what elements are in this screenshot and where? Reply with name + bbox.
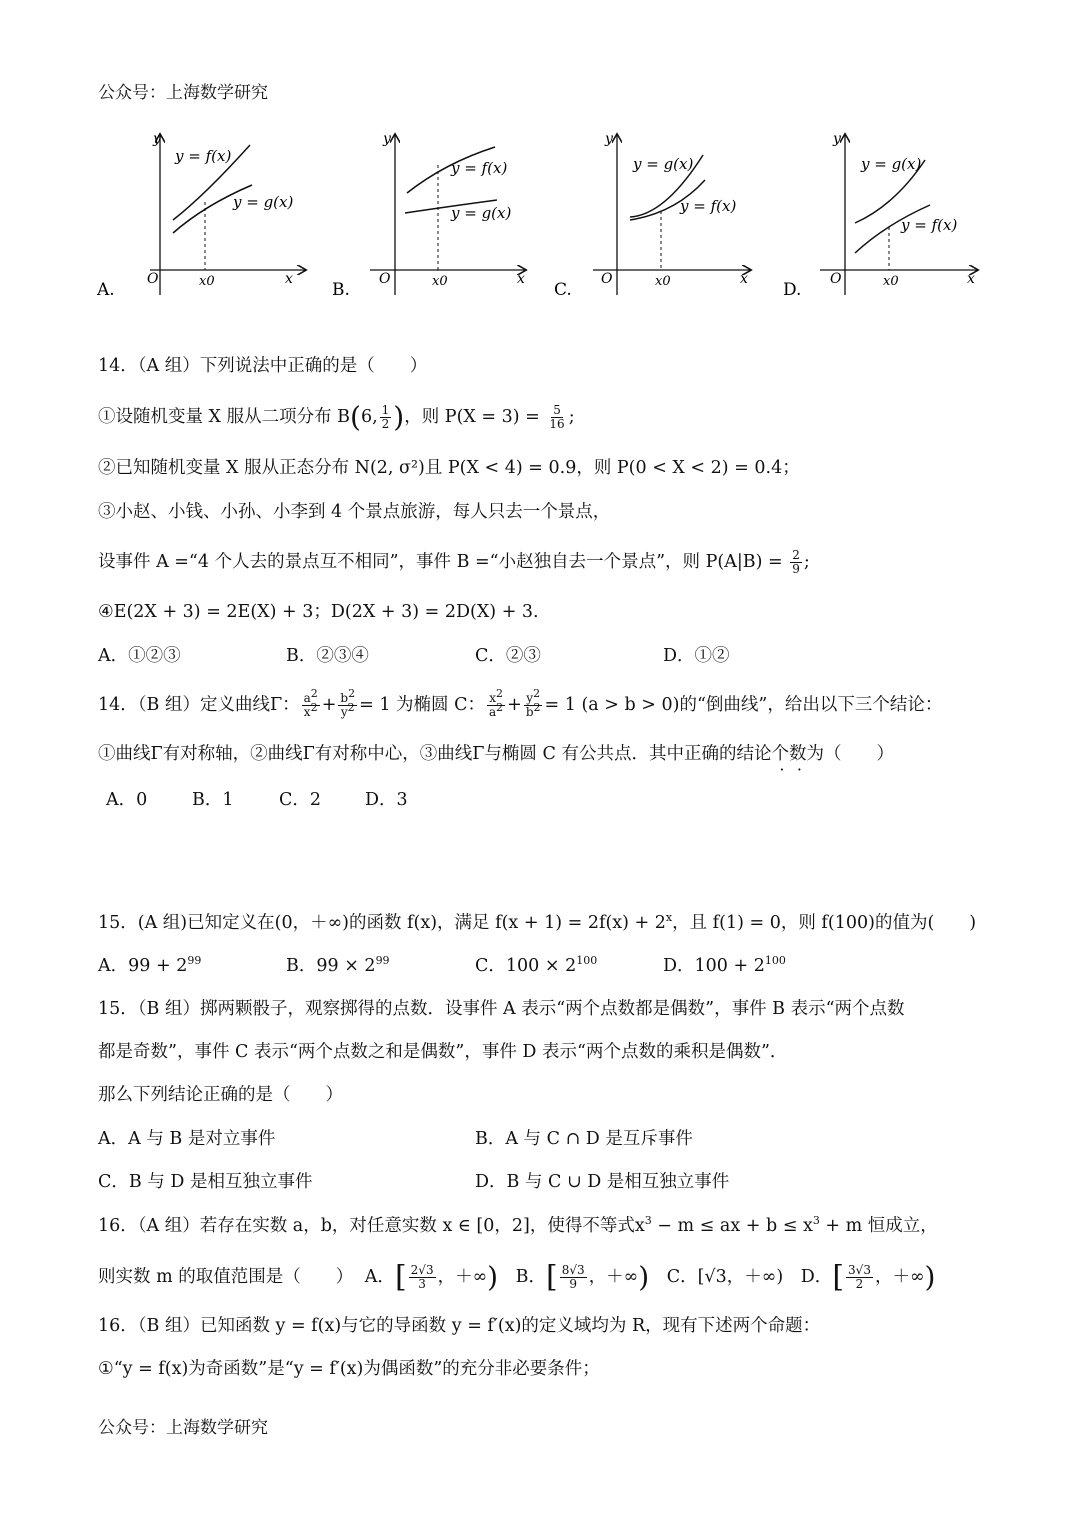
graph-b-f-label: y = f(x) [451, 159, 508, 177]
q14a-option-c: C．②③ [475, 646, 541, 666]
q14b-option-b: B．1 [192, 790, 234, 810]
graph-a-option: A. [97, 280, 115, 300]
q15b-line-2: 都是奇数”，事件 C 表示“两个点数之和是偶数”，事件 D 表示“两个点数的乘积是偶数”． [98, 1042, 788, 1062]
q16a-line-1: 16．（A 组）若存在实数 a，b，对任意实数 x ∈ [0，2]，使得不等式$x^3 - m$ ≤ ax + $b \le x^3 + m$ 恒成立， [98, 1214, 938, 1236]
graph-c-origin: O [601, 271, 613, 287]
q15a-option-d: D．$100 + 2^{100}$ [663, 954, 786, 976]
graph-a [147, 131, 305, 295]
q16a-line-2: 则实数 m 的取值范围是（ ） A．[ $\frac{2√3}{3}$ ，＋∞) B．[ $\frac{8√3}{9}$ ，＋∞) C．[√3，＋∞) D．[ $\frac{3√3}{2}$ ，＋∞) [98, 1259, 936, 1295]
graph-a-f-label: y = f(x) [175, 147, 232, 165]
graph-options [95, 125, 995, 305]
graph-c-option: C. [554, 280, 572, 300]
graph-d-option: D. [783, 280, 802, 300]
graph-b-x0: x0 [432, 274, 448, 289]
q15b-line-1: 15．（B 组）掷两颗骰子，观察掷得的点数．设事件 A 表示“两个点数都是偶数”，事件 B 表示“两个点数 [98, 999, 905, 1019]
graph-b-x-label: x [517, 271, 525, 287]
graph-d-y-label: y [833, 131, 841, 147]
q14a-title: 14．（A 组）下列说法中正确的是（ ） [98, 356, 428, 376]
q14a-option-b: B．②③④ [286, 646, 369, 666]
graph-b-origin: O [379, 271, 391, 287]
q16b-line-1: 16．（B 组）已知函数 y = f(x)与它的导函数 y = f′(x)的定义域均为 R，现有下述两个命题： [98, 1316, 821, 1336]
q16a-option-b: B．[ $\frac{8√3}{9}$ ，＋∞) [515, 1259, 650, 1295]
graph-a-x-label: x [285, 271, 293, 287]
q15b-option-c: C．B 与 D 是相互独立事件 [98, 1172, 313, 1192]
graph-a-g-label: y = g(x) [233, 193, 294, 211]
graph-c-f-label: y = f(x) [680, 197, 737, 215]
page-header: 公众号：上海数学研究 [98, 83, 268, 103]
q14b-line-2: ①曲线Γ有对称轴，②曲线Γ有对称中心，③曲线Γ与椭圆 C 有公共点．其中正确的结论个数为（ ） [98, 744, 894, 764]
graph-b-g-label: y = g(x) [451, 204, 512, 222]
graph-a-x0: x0 [199, 274, 215, 289]
q16a-option-a: A．[ $\frac{2√3}{3}$ ，＋∞) [364, 1259, 499, 1295]
page-footer: 公众号：上海数学研究 [98, 1418, 268, 1438]
q14a-statement-3: ③小赵、小钱、小孙、小李到 4 个景点旅游，每人只去一个景点， [98, 502, 611, 522]
q14a-option-a: A．①②③ [98, 646, 181, 666]
graph-c [593, 131, 750, 295]
q15a-option-c: C．$100 \times 2^{100}$ [475, 954, 598, 976]
graph-a-origin: O [147, 271, 159, 287]
q14b-option-c: C．2 [279, 790, 322, 810]
q14a-statement-2: ②已知随机变量 X 服从正态分布 N(2, σ²)且 P(X < 4) = 0.9，则 P(0 < X < 2) = 0.4； [98, 458, 800, 478]
graph-b [370, 131, 525, 295]
graph-c-x0: x0 [655, 274, 671, 289]
q14b-line-1: 14．（B 组）定义曲线Γ： $\frac{a^2}{x^2}$ + $\frac{b^2}{y^2}$ = 1 为椭圆 C： $\frac{x^2}{a^2}$ + $\frac{y^2}{b^2}$ = 1 (a > b > 0)的“倒曲线”，给出以下三个结论： [98, 687, 943, 719]
q15b-line-3: 那么下列结论正确的是（ ） [98, 1085, 343, 1105]
graph-a-y-label: y [153, 131, 161, 147]
q15a-option-b: B．$99 \times 2^{99}$ [286, 954, 390, 976]
q14a-statement-4: ④E(2X + 3) = 2E(X) + 3；D(2X + 3) = 2D(X) + 3. [98, 602, 539, 622]
graph-c-g-label: y = g(x) [633, 155, 694, 173]
q15b-option-d: D．B 与 C ∪ D 是相互独立事件 [475, 1172, 730, 1192]
q14a-statement-3b: 设事件 A =“4 个人去的景点互不相同”，事件 B =“小赵独自去一个景点”，则 P(A|B) = $\frac{2}{9}$ ; [98, 548, 810, 576]
graph-d-x-label: x [967, 271, 975, 287]
graph-d-g-label: y = g(x) [861, 155, 922, 173]
graph-d-x0: x0 [883, 274, 899, 289]
q16b-line-2: ①“y = f(x)为奇函数”是“y = f′(x)为偶函数”的充分非必要条件； [98, 1359, 600, 1379]
q16a-option-c: C．[√3，＋∞) [666, 1267, 784, 1287]
q14b-option-a: A．0 [106, 790, 148, 810]
graph-d-origin: O [830, 271, 842, 287]
graph-d [820, 131, 977, 295]
q15b-option-b: B．A 与 C ∩ D 是互斥事件 [475, 1129, 693, 1149]
q14a-statement-1: ①设随机变量 X 服从二项分布 B(6, $\frac{1}{2}$ )，则 P(X = 3) = $\frac{5}{16}$ ; [98, 400, 575, 434]
graph-d-f-label: y = f(x) [901, 216, 958, 234]
q16a-option-d: D．[ $\frac{3√3}{2}$ ，＋∞) [800, 1259, 936, 1295]
q15b-option-a: A．A 与 B 是对立事件 [98, 1129, 276, 1149]
graph-c-x-label: x [740, 271, 748, 287]
q14a-option-d: D．①② [663, 646, 730, 666]
q15a-option-a: A．$99 + 2^{99}$ [98, 954, 202, 976]
graph-b-y-label: y [383, 131, 391, 147]
q14b-option-d: D．3 [365, 790, 408, 810]
q15a-question: 15．(A 组)已知定义在(0，＋∞)的函数 f(x)，满足 $f(x + 1) = 2f(x) + 2^x$，且 f(1) = 0，则 f(100)的值为( ) [98, 911, 977, 933]
graph-c-y-label: y [605, 131, 613, 147]
graph-b-option: B. [332, 280, 350, 300]
